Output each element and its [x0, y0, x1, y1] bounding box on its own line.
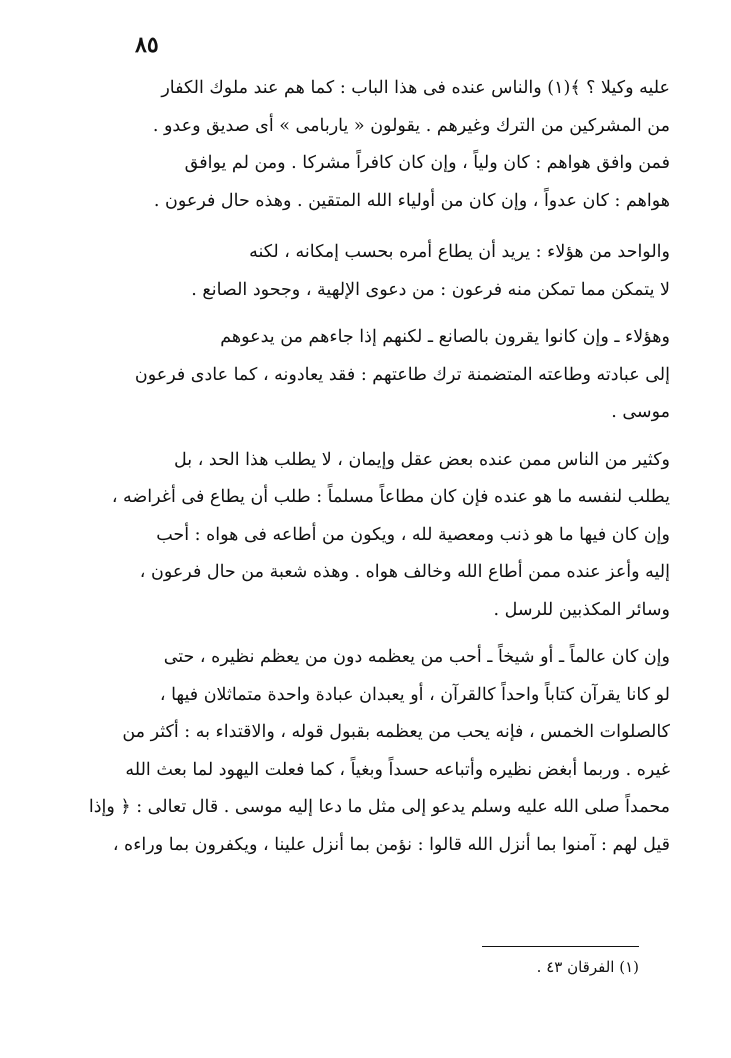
- footnote-separator: [482, 946, 639, 947]
- text-line: وإن كان عالماً ـ أو شيخاً ـ أحب من يعظمه دون من يعظم نظيره ، حتى: [163, 647, 670, 667]
- text-line: وإن كان فيها ما هو ذنب ومعصية لله ، ويكون من أطاعه فى هواه : أحب: [156, 524, 670, 545]
- text-line: وهؤلاء ـ وإن كانوا يقرون بالصانع ـ لكنهم إذا جاءهم من يدعوهم: [220, 327, 670, 347]
- text-line: إلى عبادته وطاعته المتضمنة ترك طاعتهم : فقد يعادونه ، كما عادى فرعون: [134, 364, 670, 385]
- text-line: هواهم : كان عدواً ، وإن كان من أولياء الله المتقين . وهذه حال فرعون .: [153, 190, 670, 211]
- text-line: وكثير من الناس ممن عنده بعض عقل وإيمان ، لا يطلب هذا الحد ، بل: [174, 449, 670, 470]
- text-line: والواحد من هؤلاء : يريد أن يطاع أمره بحسب إمكانه ، لكنه: [249, 242, 670, 262]
- paragraph-5: [58, 639, 670, 864]
- body-text: [58, 70, 670, 878]
- text-line: إليه وأعز عنده ممن أطاع الله وخالف هواه . وهذه شعبة من حال فرعون ،: [139, 562, 670, 582]
- text-line: غيره . وربما أبغض نظيره وأتباعه حسداً وبغياً ، كما فعلت اليهود لما بعث الله: [125, 759, 670, 780]
- paragraph-2: [58, 234, 670, 309]
- text-line: لو كانا يقرآن كتاباً واحداً كالقرآن ، أو يعبدان عبادة واحدة متماثلان فيها ،: [159, 684, 670, 705]
- text-line: قيل لهم : آمنوا بما أنزل الله قالوا : نؤمن بما أنزل علينا ، ويكفرون بما وراءه ،: [112, 834, 670, 855]
- text-line: كالصلوات الخمس ، فإنه يحب من يعظمه بقبول قوله ، والاقتداء به : أكثر من: [122, 722, 670, 742]
- text-line: فمن وافق هواهم : كان ولياً ، وإن كان كافراً مشركا . ومن لم يوافق: [184, 153, 670, 173]
- text-line: عليه وكيلا ؟ ﴾(١) والناس عنده فى هذا الباب : كما هم عند ملوك الكفار: [161, 78, 670, 98]
- text-line: موسى .: [611, 402, 670, 422]
- footnote: (١) الفرقان ٤٣ .: [536, 958, 639, 976]
- text-line: من المشركين من الترك وغيرهم . يقولون « ياربامى » أى صديق وعدو .: [152, 115, 670, 136]
- text-line: محمداً صلى الله عليه وسلم يدعو إلى مثل ما دعا إليه موسى . قال تعالى : ﴿ وإذا: [88, 797, 670, 817]
- page-number: ٨٥: [135, 32, 159, 58]
- text-line: لا يتمكن مما تمكن منه فرعون : من دعوى الإلهية ، وجحود الصانع .: [191, 279, 670, 300]
- text-line: يطلب لنفسه ما هو عنده فإن كان مطاعاً مسلماً : طلب أن يطاع فى أغراضه ،: [111, 487, 670, 507]
- paragraph-1: [58, 70, 670, 220]
- paragraph-4: [58, 442, 670, 630]
- paragraph-3: [58, 319, 670, 432]
- text-line: وسائر المكذبين للرسل .: [493, 599, 670, 620]
